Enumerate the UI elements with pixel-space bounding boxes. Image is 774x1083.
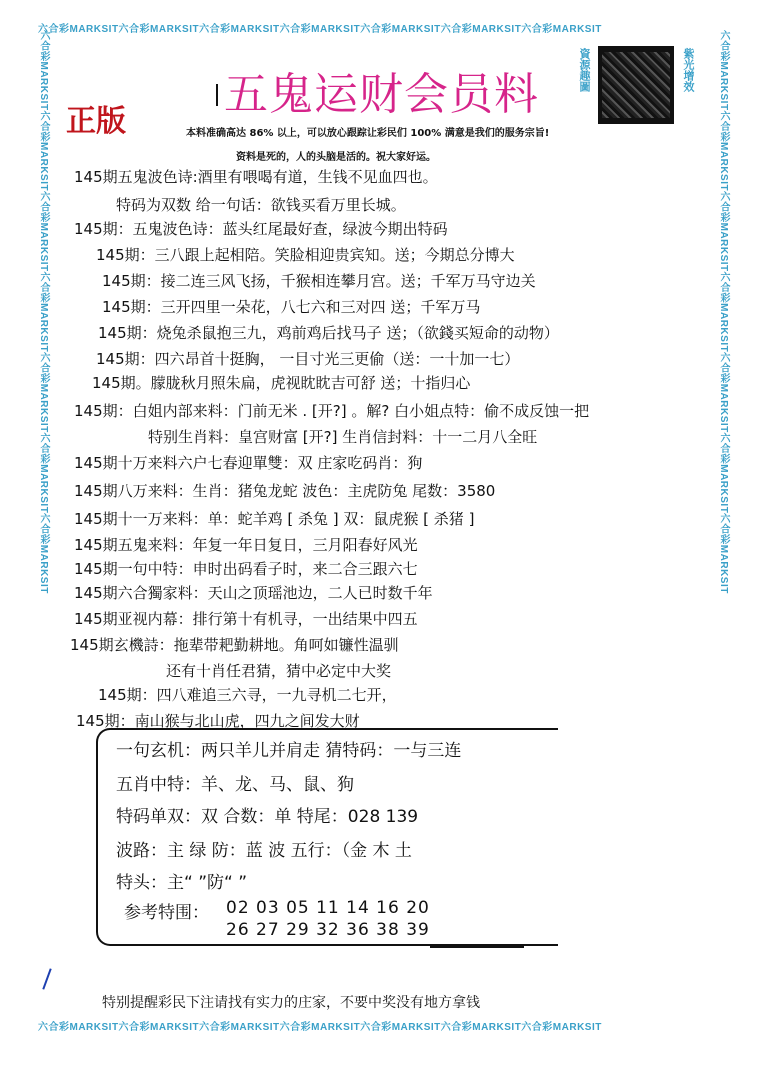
line-10: 145期：白姐内部来料：门前无米 . [开?] 。解? 白小姐点特：偷不成反蚀一把 — [74, 402, 590, 420]
qr-image — [598, 46, 674, 124]
line-9: 145期。朦胧秋月照朱扁，虎视眈眈吉可舒 送；十指归心 — [92, 374, 471, 392]
edition-label: 正版 — [66, 104, 126, 139]
head-line: 特头：主“ ”防“ ” — [116, 873, 248, 893]
reference-numbers-row-2: 26 27 29 32 36 38 39 — [226, 920, 430, 940]
reference-numbers-row-1: 02 03 05 11 14 16 20 — [226, 898, 430, 918]
line-8: 145期：四六昂首十挺胸， 一目寸光三更偷（送：一十加一七） — [96, 350, 520, 368]
line-11: 特别生肖料：皇宫财富 [开?] 生肖信封料：十一二月八全旺 — [148, 428, 538, 446]
line-20: 还有十肖任君猜，猜中必定中大奖 — [166, 662, 392, 680]
line-16: 145期一句中特：申时出码看子时，来二合三跟六七 — [74, 560, 418, 578]
line-5: 145期：接二连三风飞扬，千猴相连攀月宫。送；千军万马守边关 — [102, 272, 536, 290]
watermark-band-left — [36, 30, 52, 1020]
line-6: 145期：三开四里一朵花，八七六和三对四 送；千军万马 — [102, 298, 481, 316]
wave-line: 波路：主 绿 防：蓝 波 五行：（金 木 土 — [116, 841, 412, 861]
odd-even-line: 特码单双：双 合数：单 特尾：028 139 — [116, 807, 419, 827]
line-13: 145期八万来料：生肖：猪兔龙蛇 波色：主虎防兔 尾数：3580 — [74, 482, 496, 500]
qr-code — [578, 46, 708, 124]
watermark-band-top: 六合彩MARKSIT六合彩MARKSIT六合彩MARKSIT六合彩MARKSIT六合彩MARKSIT六合彩MARKSIT六合彩MARKSIT — [38, 24, 602, 34]
line-14: 145期十一万来料：单：蛇羊鸡 [ 杀兔 ] 双：鼠虎猴 [ 杀猪 ] — [74, 510, 475, 528]
five-zodiac-line: 五肖中特：羊、龙、马、鼠、狗 — [116, 775, 354, 795]
watermark-band-bottom: 六合彩MARKSIT六合彩MARKSIT六合彩MARKSIT六合彩MARKSIT六合彩MARKSIT六合彩MARKSIT六合彩MARKSIT — [38, 1022, 602, 1032]
line-4: 145期：三八跟上起相陪。笑脸相迎贵宾知。送；今期总分博大 — [96, 246, 515, 264]
page-title: 五鬼运财会员料 — [224, 69, 539, 120]
line-19: 145期玄機詩：拖辈带耙勤耕地。角呵如镰性温驯 — [70, 636, 399, 654]
watermark-left-text: 六合彩MARKSIT六合彩MARKSIT六合彩MARKSIT六合彩MARKSIT六合彩MARKSIT六合彩MARKSIT六合彩MARKSIT — [38, 30, 49, 594]
signature-underline — [430, 946, 524, 948]
watermark-band-right — [716, 30, 732, 1020]
qr-right-text: 紫光增效 — [682, 48, 695, 92]
notice-slogan: 资料是死的，人的头脑是活的。祝大家好运。 — [236, 152, 436, 163]
line-21: 145期：四八难追三六寻，一九寻机二七开， — [98, 686, 397, 704]
qr-left-text: 資源趣圖 — [578, 48, 591, 92]
footer-warning: 特别提醒彩民下注请找有实力的庄家，不要中奖没有地方拿钱 — [102, 995, 480, 1011]
line-17: 145期六合獨家料：天山之顶瑶池边，二人已时数千年 — [74, 584, 433, 602]
watermark-right-text: 六合彩MARKSIT六合彩MARKSIT六合彩MARKSIT六合彩MARKSIT六合彩MARKSIT六合彩MARKSIT六合彩MARKSIT — [718, 30, 729, 594]
line-2: 特码为双数 给一句话：欲钱买看万里长城。 — [116, 196, 406, 214]
line-18: 145期亚视内幕：排行第十有机寻，一出结果中四五 — [74, 610, 418, 628]
riddle-line: 一句玄机：两只羊儿并肩走 猜特码：一与三连 — [116, 741, 462, 761]
line-15: 145期五鬼来料：年复一年日复日，三月阳春好风光 — [74, 536, 418, 554]
line-22: 145期：南山猴与北山虎，四九之间发大财 — [76, 712, 360, 730]
reference-label: 参考特围： — [124, 903, 209, 923]
line-3: 145期：五鬼波色诗：蓝头红尾最好查，绿波今期出特码 — [74, 220, 448, 238]
line-12: 145期十万来料六户七春迎單雙：双 庄家吃码肖：狗 — [74, 454, 423, 472]
notice-accuracy: 本料准确高达 86% 以上，可以放心跟踪让彩民们 100% 满意是我们的服务宗旨! — [186, 128, 550, 139]
title-divider — [216, 84, 218, 106]
line-7: 145期：烧兔杀鼠抱三九，鸡前鸡后找马子 送；（欲錢买短命的动物） — [98, 324, 559, 342]
line-1: 145期五鬼波色诗:酒里有喂喝有道，生钱不见血四也。 — [74, 168, 438, 186]
